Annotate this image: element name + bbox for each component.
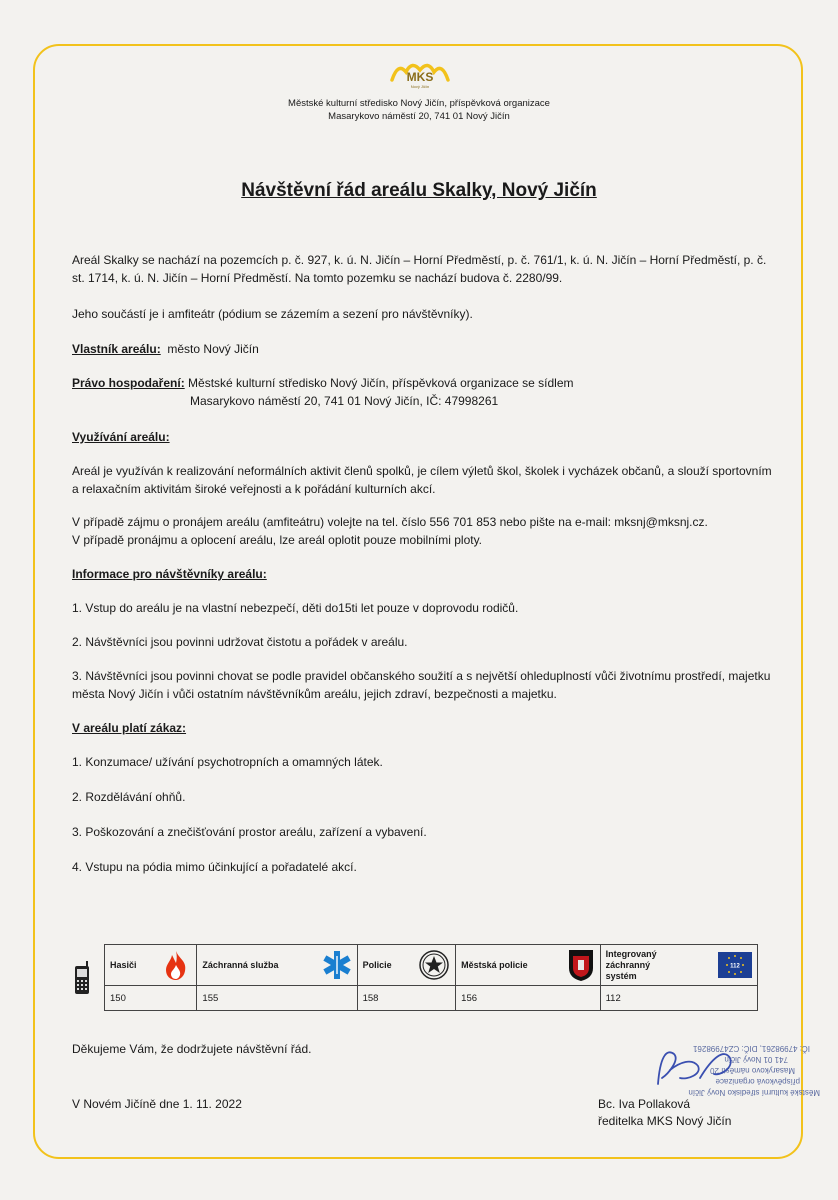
info-item: 2. Návštěvníci jsou povinni udržovat čistotu a pořádek v areálu. (72, 635, 408, 649)
ban-heading: V areálu platí zákaz: (72, 721, 187, 735)
management-line2: Masarykovo náměstí 20, 741 01 Nový Jičín, IČ: 47998261 (190, 393, 499, 408)
eu-112-icon (718, 952, 752, 978)
stamp-line: IČ: 47998261, DIČ: CZ47998261 (693, 1044, 810, 1053)
emergency-table (104, 944, 758, 1011)
org-name: Městské kulturní středisko Nový Jičín, příspěvková organizace (288, 98, 550, 109)
emergency-number: 112 (600, 986, 757, 1011)
rental-paragraph (72, 514, 777, 549)
emergency-name: Integrovaný záchranný systém (605, 948, 657, 981)
closing-text: Děkujeme Vám, že dodržujete návštěvní řád. (72, 1042, 312, 1056)
amphitheatre-paragraph: Jeho součástí je i amfiteátr (pódium se zázemím a sezení pro návštěvníky). (72, 307, 473, 321)
stamp-line: příspěvková organizace (715, 1077, 800, 1086)
emergency-cell-police (357, 945, 456, 986)
ban-item: 2. Rozdělávání ohňů. (72, 790, 186, 804)
stamp-line: Masarykovo náměstí 20 (710, 1066, 795, 1075)
city-police-emblem-icon (567, 948, 595, 982)
mks-logo (390, 58, 450, 90)
mobile-phone-icon (72, 960, 94, 996)
stamp-line: 741 01 Nový Jičín (724, 1055, 788, 1064)
emergency-number: 158 (357, 986, 456, 1011)
stamp-line: Městské kulturní středisko Nový Jičín (688, 1088, 820, 1097)
emergency-name: Policie (362, 960, 392, 970)
star-of-life-icon (322, 949, 352, 981)
usage-heading: Využívání areálu: (72, 430, 170, 444)
flame-icon (161, 949, 191, 981)
ban-item: 3. Poškozování a znečišťování prostor areálu, zařízení a vybavení. (72, 825, 427, 839)
owner-label: Vlastník areálu: (72, 342, 161, 356)
info-heading: Informace pro návštěvníky areálu: (72, 567, 267, 581)
date-line: V Novém Jičíně dne 1. 11. 2022 (72, 1097, 242, 1111)
rental-line2: V případě pronájmu a oplocení areálu, lze areál oplotit pouze mobilními ploty. (72, 532, 483, 547)
logo-subtext: Nový Jičín (410, 84, 430, 89)
emergency-cell-fire (105, 945, 197, 986)
signatory-name: Bc. Iva Pollaková (598, 1097, 691, 1111)
emergency-cell-ambulance (197, 945, 357, 986)
emergency-cell-city-police (456, 945, 600, 986)
usage-paragraph: Areál je využíván k realizování neformálních aktivit členů spolků, je cílem výletů škol, školek i vycházek občanů, a slouží sportovním a relaxačním aktivitám široké veřejnosti a k pořádání kulturních akcí. (72, 464, 772, 496)
logo-text: MKS (406, 70, 434, 84)
org-address: Masarykovo náměstí 20, 741 01 Nový Jičín (328, 111, 510, 122)
info-item: 3. Návštěvníci jsou povinni chovat se podle pravidel občanského soužití a s největší ohleduplností vůči životnímu prostředí, majetku města Nový Jičín i vůči ostatním návštěvníkům areálu, jejich zdraví, bezpečnosti a majetku. (72, 669, 771, 701)
police-badge-icon (418, 949, 450, 981)
emergency-number: 150 (105, 986, 197, 1011)
emergency-number: 156 (456, 986, 600, 1011)
ban-item: 1. Konzumace/ užívání psychotropních a omamných látek. (72, 755, 383, 769)
emergency-cell-ezs (600, 945, 757, 986)
owner-value: město Nový Jičín (167, 342, 259, 356)
emergency-name: Záchranná služba (202, 960, 279, 970)
owner-line (72, 341, 777, 359)
emergency-number: 155 (197, 986, 357, 1011)
emergency-name: Hasiči (110, 960, 137, 970)
emergency-name: Městská policie (461, 960, 528, 970)
management-label: Právo hospodaření: (72, 376, 185, 390)
management-line1: Městské kulturní středisko Nový Jičín, příspěvková organizace se sídlem (188, 376, 574, 390)
intro-paragraph: Areál Skalky se nachází na pozemcích p. č. 927, k. ú. N. Jičín – Horní Předměstí, p. č. 761/1, k. ú. N. Jičín – Horní Předměstí, p. č. st. 1714, k. ú. N. Jičín – Horní Předměstí. Na tomto pozemku se nachází budova č. 2280/99. (72, 253, 767, 285)
page-title: Návštěvní řád areálu Skalky, Nový Jičín (241, 180, 597, 201)
management-block (72, 375, 777, 410)
signatory-role: ředitelka MKS Nový Jičín (598, 1114, 732, 1128)
rental-line1: V případě zájmu o pronájem areálu (amfiteátru) volejte na tel. číslo 556 701 853 nebo pište na e-mail: mksnj@mksnj.cz. (72, 515, 708, 529)
eu-112-label: 112 (730, 963, 740, 970)
ban-item: 4. Vstupu na pódia mimo účinkující a pořadatelé akcí. (72, 860, 357, 874)
info-item: 1. Vstup do areálu je na vlastní nebezpečí, děti do15ti let pouze v doprovodu rodičů. (72, 601, 519, 615)
